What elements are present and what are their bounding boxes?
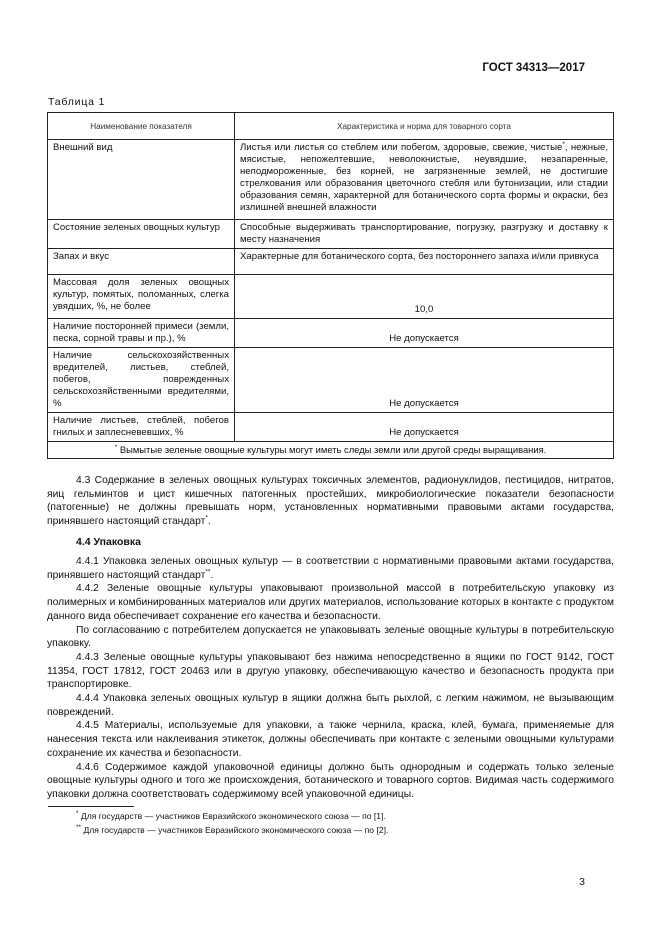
- row-value: Не допускается: [235, 413, 614, 442]
- table-row: [48, 140, 614, 220]
- footnote-divider: [48, 806, 134, 807]
- footnote-mark: **: [205, 568, 211, 576]
- row-name: Массовая доля зеленых овощных культур, помятых, поломанных, слегка увядших, %, не более: [48, 275, 235, 319]
- table-title: Таблица 1: [48, 96, 106, 108]
- row-name: Наличие посторонней примеси (земли, песка, сорной травы и пр.), %: [48, 319, 235, 348]
- paragraph: По согласованию с потребителем допускается не упаковывать зеленые овощные культуры в потребительскую упаковку.: [47, 624, 614, 650]
- table-row: [48, 348, 614, 413]
- paragraph-4-3: 4.3 Содержание в зеленых овощных культурах токсичных элементов, радионуклидов, пестицидов, нитратов, яиц гельминтов и цист кишечных патогенных простейших, микробиологические показатели безопасности (патогенные) не должны превышать норм, установленных нормативными правовыми актами государства, принявшего настоящий стандарт*.: [47, 475, 614, 528]
- row-value: Способные выдерживать транспортирование, погрузку, разгрузку и доставку к месту назначения: [235, 220, 614, 249]
- row-name: Наличие сельскохозяйственных вредителей, листьев, стеблей, побегов, поврежденных сельскохозяйственными вредителями, %: [48, 348, 235, 413]
- spec-table: [47, 112, 614, 459]
- paragraph: 4.4.3 Зеленые овощные культуры упаковывают без нажима непосредственно в ящики по ГОСТ 9142, ГОСТ 11354, ГОСТ 17812, ГОСТ 20463 или в другую упаковку, обеспечивающую качество и безопасность продукта при транспортировке.: [47, 651, 614, 691]
- section-heading: 4.4 Упаковка: [76, 536, 141, 548]
- col-header-name: Наименование показателя: [48, 113, 235, 140]
- paragraph: 4.4.6 Содержимое каждой упаковочной единицы должно быть однородным и содержать только зеленые овощные культуры одного и того же происхождения, ботанического и товарного сортов. Видимая часть содержимого упаковки должна соответствовать содержимому всей упаковочной единицы.: [47, 761, 614, 800]
- footnote-mark: *: [205, 514, 208, 522]
- row-value: Листья или листья со стеблем или побегом, здоровые, свежие, чистые*, нежные, мясистые, непожелтевшие, неволокнистые, неувядшие, незапаренные, неподмороженные, без корней, не загрязненные землей, не достигшие стрелкования или образования цветочного стебля или бутонизации, или стадии образования семян, характерной для ботанического сорта формы и окраски, без излишней внешней влажности: [235, 140, 614, 220]
- col-header-value: Характеристика и норма для товарного сорта: [235, 113, 614, 140]
- paragraph: 4.4.1 Упаковка зеленых овощных культур — в соответствии с нормативными правовыми актами государства, принявшего настоящий стандарт**.: [47, 556, 614, 581]
- table-header-row: [48, 113, 614, 140]
- row-value: Не допускается: [235, 319, 614, 348]
- row-value: Характерные для ботанического сорта, без постороннего запаха и/или привкуса: [235, 249, 614, 275]
- footnote: * Для государств — участников Евразийского экономического союза — по [1].: [76, 810, 386, 821]
- row-name: Запах и вкус: [48, 249, 235, 275]
- table-row: [48, 319, 614, 348]
- paragraph: 4.4.5 Материалы, используемые для упаковки, а также чернила, краска, клей, бумага, применяемые для нанесения текста или наклеивания этикеток, должны обеспечивать при контакте с зелеными овощными культурами сохранение их качества и безопасности.: [47, 720, 614, 759]
- standard-code: ГОСТ 34313—2017: [482, 62, 585, 74]
- table-footnote: * Вымытые зеленые овощные культуры могут иметь следы земли или другой среды выращивания.: [48, 442, 614, 459]
- row-name: Наличие листьев, стеблей, побегов гнилых и заплесневевших, %: [48, 413, 235, 442]
- footnote-mark: *: [562, 140, 565, 148]
- section-body: [47, 555, 614, 802]
- paragraph: 4.4.4 Упаковка зеленых овощных культур в ящики должна быть рыхлой, с легким нажимом, не вызывающим повреждений.: [47, 693, 614, 718]
- row-value: Не допускается: [235, 348, 614, 413]
- table-row: [48, 413, 614, 442]
- page-number: 3: [579, 876, 585, 888]
- table-footnote-row: [48, 442, 614, 459]
- row-name: Состояние зеленых овощных культур: [48, 220, 235, 249]
- table-row: [48, 275, 614, 319]
- table-row: [48, 220, 614, 249]
- paragraph: 4.4.2 Зеленые овощные культуры упаковывают произвольной массой в потребительскую упаковку из полимерных и комбинированных материалов или других материалов, использование которых в контакте с продуктом данного вида обеспечивает сохранение его качества и безопасности.: [47, 583, 614, 622]
- table-row: [48, 249, 614, 275]
- row-name: Внешний вид: [48, 140, 235, 220]
- row-value: 10,0: [235, 275, 614, 319]
- footnote: ** Для государств — участников Евразийского экономического союза — по [2].: [76, 824, 389, 835]
